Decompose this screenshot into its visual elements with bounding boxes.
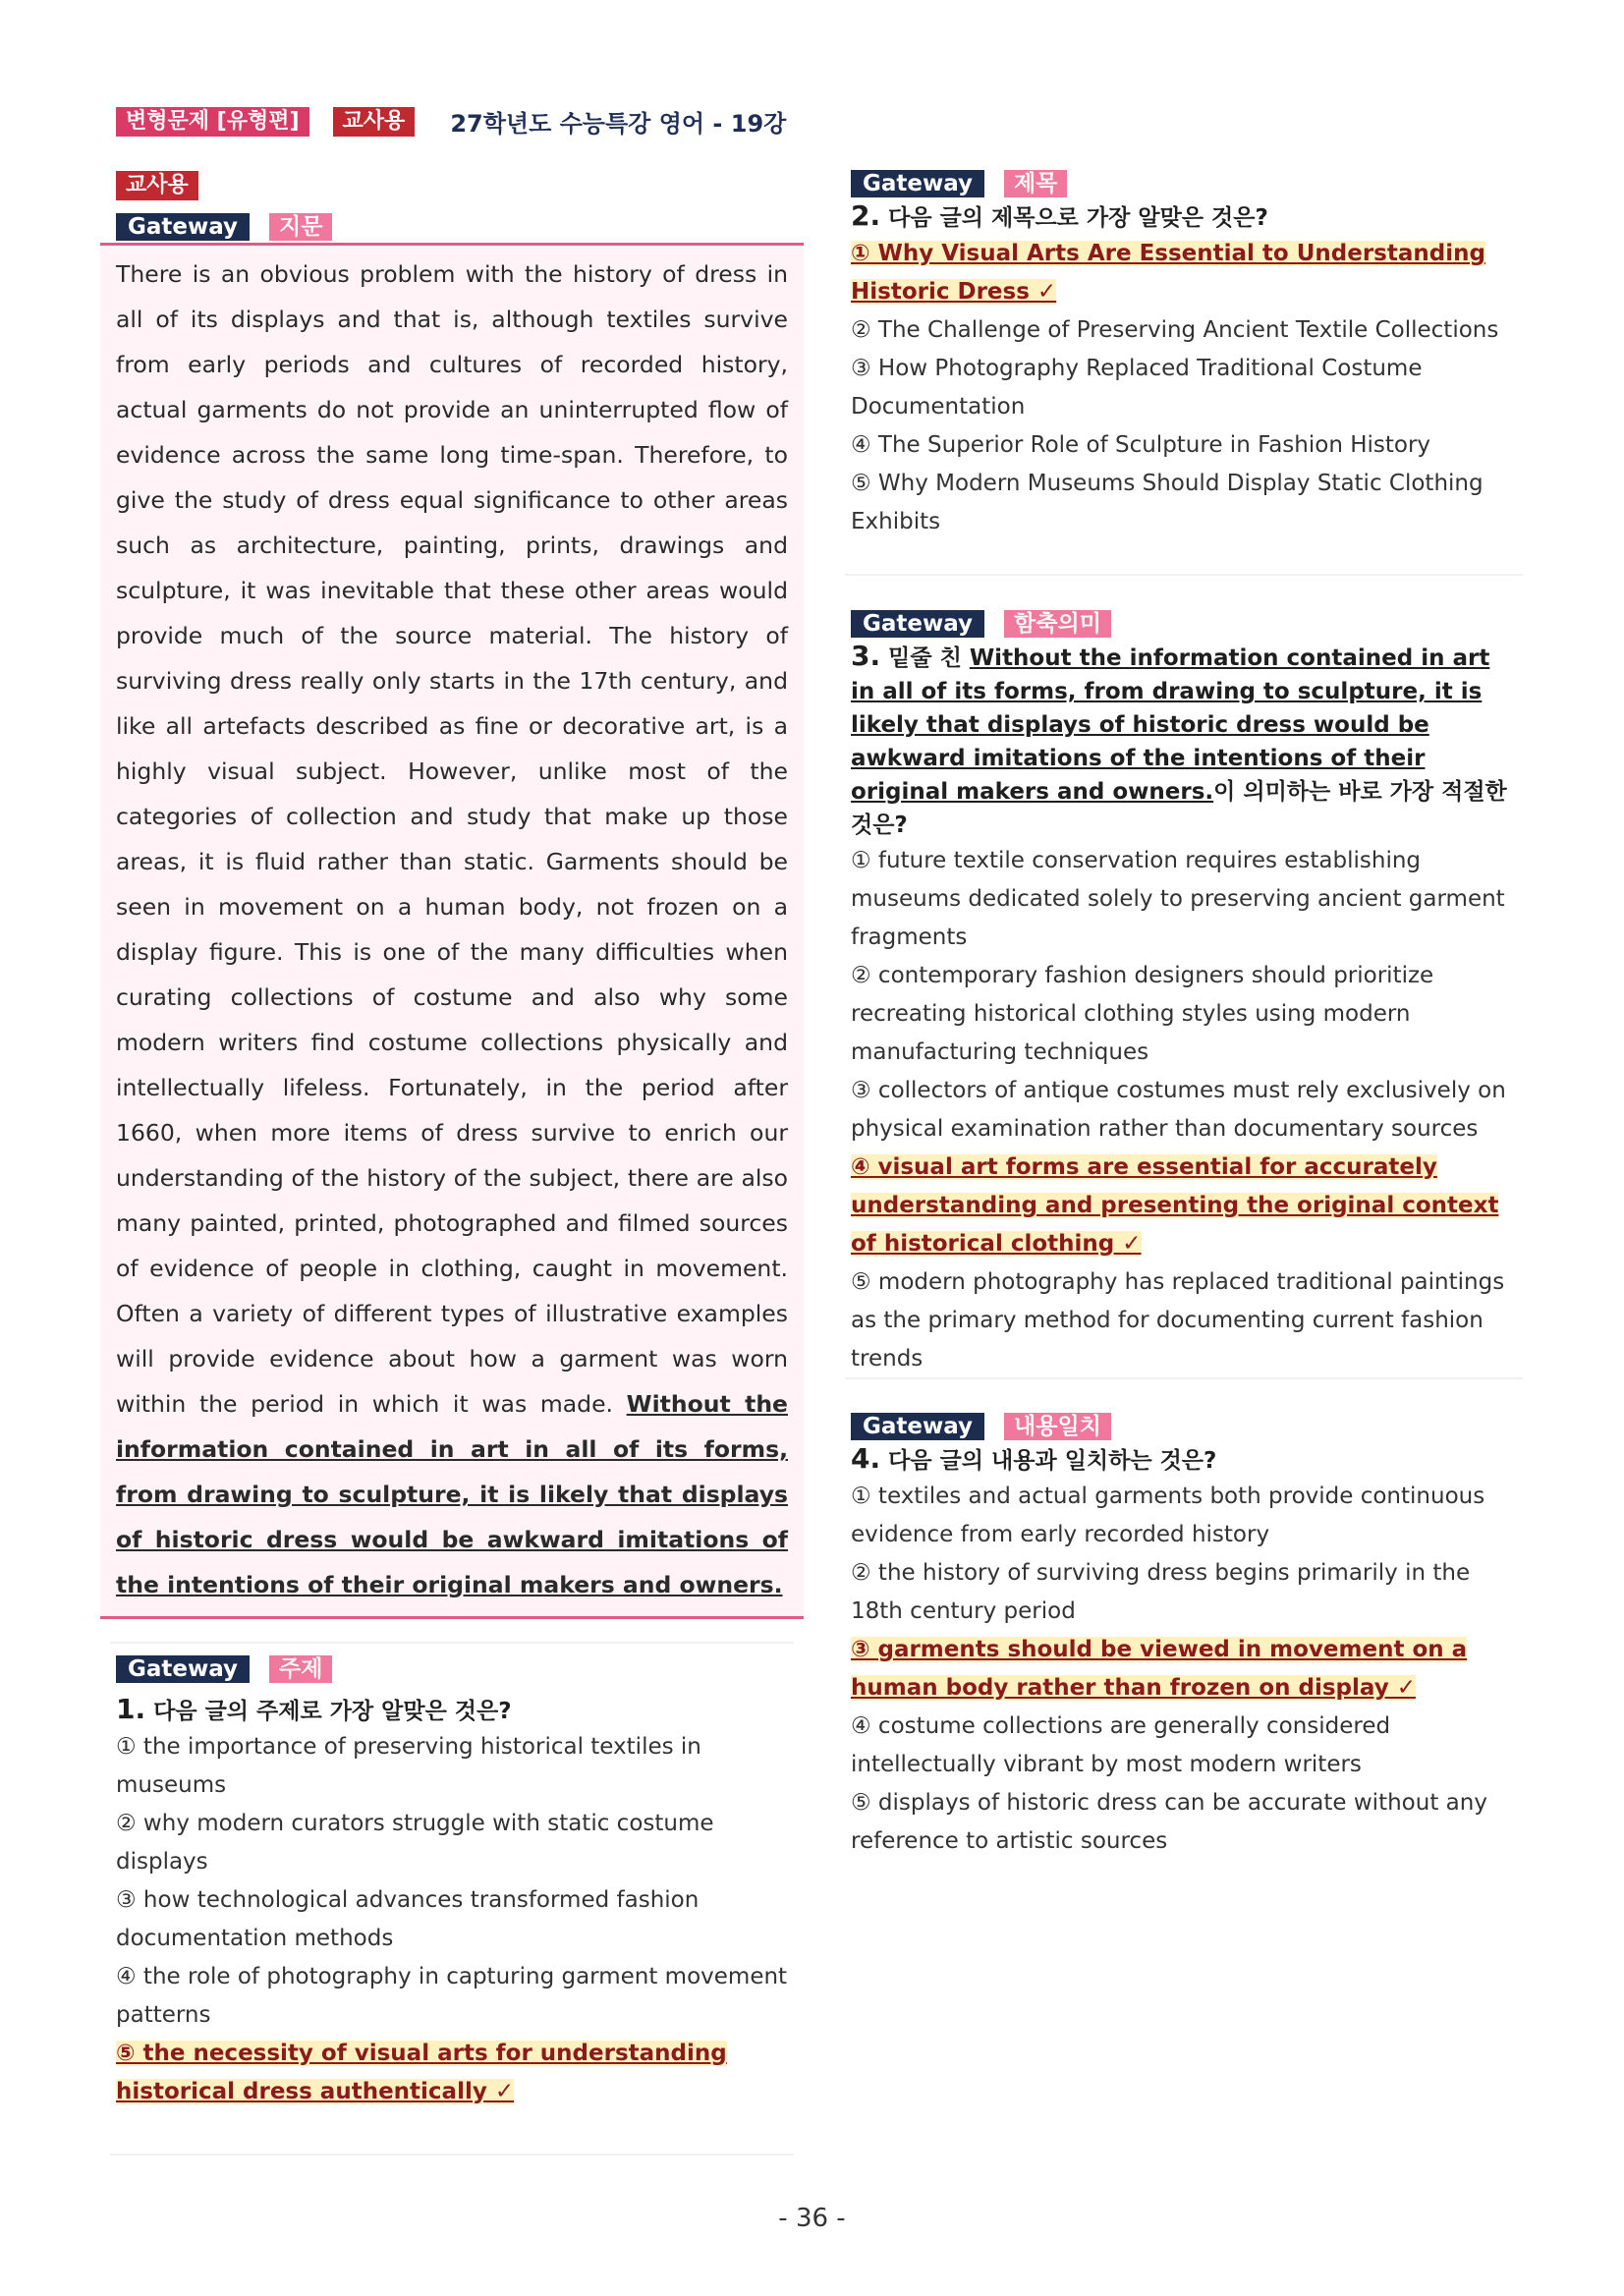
gateway-label: Gateway <box>116 1655 250 1683</box>
q4-tag-row <box>851 1413 1519 1440</box>
q2-option-3: ③ How Photography Replaced Traditional Costume Documentation <box>851 356 1423 420</box>
q1-option-1: ① the importance of preserving historical textiles in museums <box>116 1734 701 1798</box>
q1-option-3: ③ how technological advances transformed fashion documentation methods <box>116 1887 700 1951</box>
q3-tag-row <box>851 610 1519 638</box>
q1-question: 다음 글의 주제로 가장 알맞은 것은? <box>153 1699 512 1724</box>
teacher-label: 교사용 <box>116 171 198 200</box>
type-tag: 변형문제 [유형편] <box>116 107 309 137</box>
q3-answer <box>851 1148 1519 1263</box>
q2-title <box>851 199 1519 235</box>
question-4 <box>851 1413 1519 1861</box>
q2-answer <box>851 235 1519 311</box>
page-title: 27학년도 수능특강 영어 - 19강 <box>450 110 787 138</box>
divider <box>110 1642 794 1644</box>
q2-option-4: ④ The Superior Role of Sculpture in Fashion History <box>851 432 1431 458</box>
q3-option-3: ③ collectors of antique costumes must rely exclusively on physical examination rather than documentary sources <box>851 1078 1506 1142</box>
q1-option-4: ④ the role of photography in capturing garment movement patterns <box>116 1964 788 2028</box>
q3-option-2: ② contemporary fashion designers should prioritize recreating historical clothing styles using modern manufacturing techniques <box>851 963 1434 1065</box>
q1-category: 주제 <box>269 1655 332 1683</box>
passage-body: There is an obvious problem with the history of dress in all of its displays and that is, although textiles survive from early periods and cultures of recorded history, actual garments do not provide an uninterrupted flow of evidence across the same long time-span. Therefore, to give the study of dress equal significance to other areas such as architecture, painting, prints, drawings and sculpture, it was inevitable that these other areas would provide much of the source material. The history of surviving dress really only starts in the 17th century, and like all artefacts described as fine or decorative art, is a highly visual subject. However, unlike most of the categories of collection and study that make up those areas, it is fluid rather than static. Garments should be seen in movement on a human body, not frozen on a display figure. This is one of the many difficulties when curating collections of costume and also why some modern writers find costume collections physically and intellectually lifeless. Fortunately, in the period after 1660, when more items of dress survive to enrich our understanding of the history of the subject, there are also many painted, printed, photographed and filmed sources of evidence of people in clothing, caught in movement. Often a variety of different types of illustrative examples will provide evidence about how a garment was worn within the period in which it was made. <box>116 260 788 1418</box>
page-number: - 36 - <box>778 2204 846 2233</box>
q4-title <box>851 1442 1519 1478</box>
q2-question: 다음 글의 제목으로 가장 알맞은 것은? <box>888 205 1268 231</box>
q4-option-4: ④ costume collections are generally considered intellectually vibrant by most modern writers <box>851 1713 1391 1777</box>
q2-answer-text: ① Why Visual Arts Are Essential to Understanding Historic Dress ✓ <box>851 241 1485 305</box>
q2-option-5: ⑤ Why Modern Museums Should Display Static Clothing Exhibits <box>851 471 1484 534</box>
passage-underlined-sentence: Without the information contained in art in all of its forms, from drawing to sculpture, it is likely that displays of historic dress would be awkward imitations of the intentions of their original makers and owners. <box>116 1390 788 1598</box>
q1-option-2: ② why modern curators struggle with static costume displays <box>116 1811 714 1875</box>
gateway-label: Gateway <box>851 170 984 197</box>
q4-answer-text: ③ garments should be viewed in movement on a human body rather than frozen on display ✓ <box>851 1637 1468 1701</box>
passage-text <box>116 252 788 1607</box>
teacher-edition-tag: 교사용 <box>333 107 416 137</box>
q3-number: 3. <box>851 640 881 672</box>
page-header <box>116 104 786 139</box>
q3-prefix: 밑줄 친 <box>888 645 970 671</box>
q4-category: 내용일치 <box>1004 1413 1111 1440</box>
q4-option-1: ① textiles and actual garments both provide continuous evidence from early recorded history <box>851 1484 1485 1547</box>
gateway-label: Gateway <box>116 213 250 241</box>
q3-option-1: ① future textile conservation requires establishing museums dedicated solely to preserving ancient garment fragments <box>851 848 1505 950</box>
q3-option-5: ⑤ modern photography has replaced traditional paintings as the primary method for documenting current fashion trends <box>851 1269 1505 1372</box>
divider <box>845 574 1523 576</box>
q3-answer-text: ④ visual art forms are essential for accurately understanding and presenting the original context of historical clothing ✓ <box>851 1154 1499 1257</box>
gateway-label: Gateway <box>851 1413 984 1440</box>
q3-underlined-sentence: Without the information contained in art in all of its forms, from drawing to sculpture, it is likely that displays of historic dress would be awkward imitations of the intentions of their original makers and owners. <box>851 645 1490 805</box>
divider <box>110 2154 794 2156</box>
q3-category: 함축의미 <box>1004 610 1111 638</box>
q1-title <box>116 1693 794 1728</box>
q1-answer <box>116 2035 794 2111</box>
q2-tag-row <box>851 170 1519 197</box>
q3-suffix: 이 의미하는 바로 가장 적절한 것은? <box>851 779 1507 838</box>
q4-question: 다음 글의 내용과 일치하는 것은? <box>888 1448 1217 1474</box>
q1-answer-text: ⑤ the necessity of visual arts for understanding historical dress authentically ✓ <box>116 2041 727 2104</box>
q1-tag-row <box>116 1655 794 1683</box>
passage-tag-row <box>116 213 332 241</box>
q4-option-5: ⑤ displays of historic dress can be accurate without any reference to artistic sources <box>851 1790 1487 1854</box>
gateway-label: Gateway <box>851 610 984 638</box>
q4-number: 4. <box>851 1442 881 1475</box>
passage-box <box>100 246 804 1619</box>
q4-option-2: ② the history of surviving dress begins primarily in the 18th century period <box>851 1560 1471 1624</box>
divider <box>845 1377 1523 1379</box>
q2-category: 제목 <box>1004 170 1067 197</box>
question-3 <box>851 610 1519 1378</box>
q2-option-2: ② The Challenge of Preserving Ancient Textile Collections <box>851 317 1499 343</box>
q3-title <box>851 640 1519 842</box>
passage-category: 지문 <box>269 213 332 241</box>
q1-number: 1. <box>116 1693 146 1725</box>
question-1 <box>116 1655 794 2111</box>
q2-number: 2. <box>851 199 881 232</box>
q4-answer <box>851 1631 1519 1708</box>
question-2 <box>851 170 1519 541</box>
